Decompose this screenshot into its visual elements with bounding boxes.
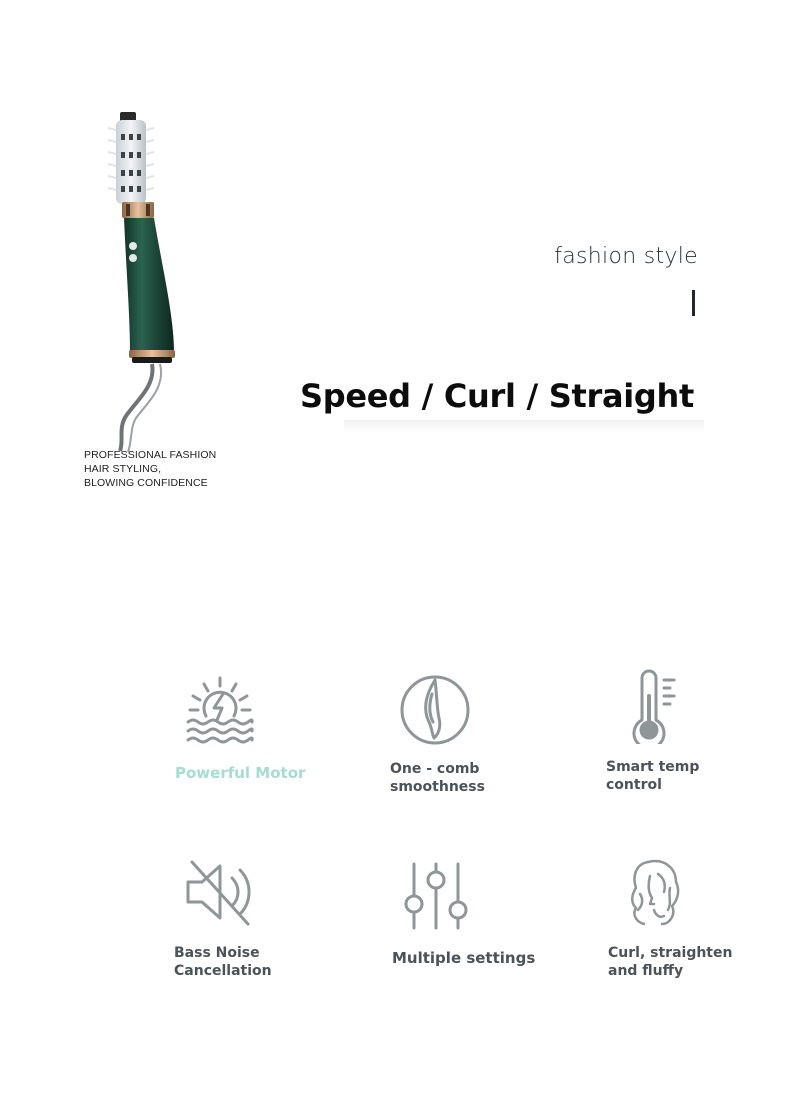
- sliders-settings-icon: [398, 858, 474, 934]
- tagline-line-2: HAIR STYLING,: [84, 463, 162, 475]
- motor-gear-waves-icon: [182, 672, 258, 748]
- title-shadow: [344, 420, 704, 434]
- feature-label-line: Powerful Motor: [175, 764, 306, 782]
- comb-hair-strand-icon: [397, 672, 473, 748]
- feature-label-powerful-motor: [175, 764, 305, 782]
- feature-label-one-comb: [390, 760, 485, 796]
- page-title: Speed / Curl / Straight: [300, 377, 694, 415]
- product-tagline: [84, 448, 284, 490]
- feature-label-smart-temp: [606, 758, 699, 794]
- tagline-line-1: PROFESSIONAL FASHION: [84, 449, 217, 461]
- feature-label-bass-noise: [174, 944, 272, 980]
- feature-label-multiple-settings: [392, 949, 535, 967]
- feature-label-curl-straighten: [608, 944, 732, 980]
- speaker-muted-icon: [182, 854, 258, 930]
- feature-label-line: smoothness: [390, 779, 485, 795]
- feature-label-line: control: [606, 777, 662, 793]
- feature-label-line: Curl, straighten: [608, 945, 733, 961]
- hair-styler-product-image: [96, 106, 206, 456]
- woman-hair-profile-icon: [618, 854, 694, 930]
- feature-label-line: One - comb: [390, 761, 480, 777]
- feature-label-line: Multiple settings: [392, 949, 536, 967]
- feature-label-line: and fluffy: [608, 963, 684, 979]
- subtitle: fashion style: [554, 244, 698, 269]
- divider-bar: [692, 290, 695, 316]
- feature-label-line: Bass Noise: [174, 945, 260, 961]
- feature-label-line: Smart temp: [606, 759, 700, 775]
- thermometer-icon: [614, 668, 690, 744]
- feature-label-line: Cancellation: [174, 963, 272, 979]
- tagline-line-3: BLOWING CONFIDENCE: [84, 477, 208, 489]
